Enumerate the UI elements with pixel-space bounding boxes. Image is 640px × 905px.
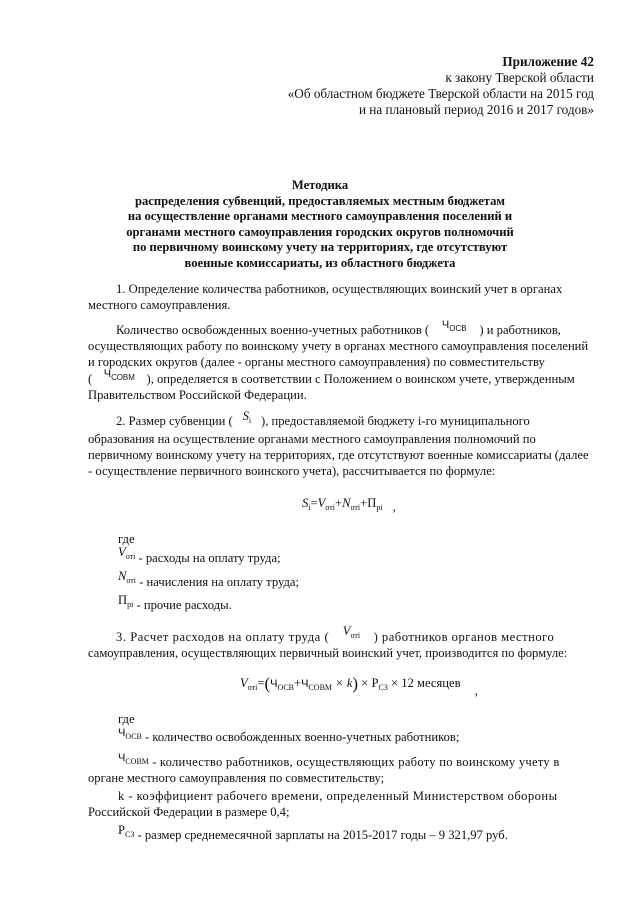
p3-line: образования на осуществление органами местного самоуправления полномочий по — [88, 432, 536, 446]
f2-eq: = — [257, 676, 265, 690]
formula-v-sub: отi — [325, 503, 335, 512]
def-r-sub: СЗ — [125, 830, 135, 839]
p3-line: первичному воинскому учету на территориях, где отсутствуют военные комиссариаты (далее — [88, 448, 589, 462]
f2-v-sub: отi — [247, 683, 258, 692]
title-line: военные комиссариаты, из областного бюджета — [184, 255, 456, 270]
formula-s-sub: i — [308, 503, 311, 512]
ch-osv-sub: ОСВ — [449, 324, 467, 333]
p4-text: 3. Расчет расходов на оплату труда ( — [116, 630, 330, 644]
appendix-line: и на плановый период 2016 и 2017 годов» — [358, 102, 594, 117]
def-p-text: - прочие расходы. — [136, 598, 232, 612]
formula-subvention — [302, 496, 396, 512]
where-label: где — [118, 532, 135, 546]
f2-ch1-sub: ОСВ — [277, 683, 294, 692]
s-i-symbol: $S_i$ — [242, 409, 252, 425]
formula-p-sub: рi — [376, 503, 383, 512]
p1-line: местного самоуправления. — [88, 298, 231, 312]
def-ch-sovm-text: - количество работников, осуществляющих работу по воинскому учету в — [152, 755, 560, 769]
v-oti-symbol: $V_{отi}$ — [342, 624, 361, 640]
f2-r-sub: СЗ — [378, 683, 388, 692]
appendix-line: к закону Тверской области — [445, 70, 594, 85]
f2-comma: , — [474, 684, 478, 698]
p3-text: 2. Размер субвенции ( — [116, 414, 233, 428]
def-n — [118, 569, 299, 595]
f2-paren-close: ) — [352, 674, 359, 693]
def-v-sub: отi — [125, 552, 136, 561]
def-k-cont: Российской Федерации в размере 0,4; — [88, 805, 290, 819]
p2-text: ), определяется в соответствии с Положением о воинском учете, утвержденным — [146, 372, 575, 386]
p2-text: ( — [88, 372, 93, 386]
def-ch-sovm-symbol: Ч — [118, 752, 126, 764]
formula-salary — [240, 674, 478, 698]
f2-paren-open: ( — [264, 674, 271, 693]
formula-n-sub: отi — [350, 503, 361, 512]
def-ch-sovm-cont: органе местного самоуправления по совместительству; — [88, 771, 385, 785]
formula-s: S — [302, 496, 309, 510]
def-p-symbol: П — [118, 593, 128, 607]
formula-p: П — [367, 496, 377, 510]
def-r-symbol: Р — [118, 823, 126, 837]
formula-v: V — [317, 496, 326, 510]
def-v-symbol: V — [118, 545, 126, 559]
v-oti-sub: отi — [350, 631, 361, 640]
formula-plus: + — [360, 496, 368, 510]
title-line: на осуществление органами местного самоуправления поселений и — [127, 209, 513, 224]
def-ch-osv — [118, 727, 460, 750]
ch-sovm-sub: СОВМ — [111, 373, 135, 382]
formula-eq: = — [310, 496, 318, 510]
ch-sovm-symbol: $Ч_{СОВМ}$ — [103, 368, 135, 382]
def-v — [118, 545, 281, 571]
def-n-sub: отi — [126, 576, 137, 585]
appendix-number: Приложение 42 — [502, 54, 594, 69]
f2-plus: + — [294, 676, 302, 690]
def-k: k - коэффициент рабочего времени, определенный Министерством обороны — [118, 789, 558, 803]
f2-ch2: Ч — [301, 678, 309, 690]
ch-osv-symbol: $Ч_{ОСВ}$ — [441, 319, 467, 333]
f2-times-12: × 12 месяцев — [391, 676, 461, 690]
def-v-text: - расходы на оплату труда; — [138, 551, 281, 565]
p3-line — [116, 409, 530, 434]
def-ch-sovm-sub: СОВМ — [125, 757, 149, 766]
appendix-header — [288, 54, 594, 118]
def-ch-osv-symbol: Ч — [118, 727, 126, 739]
f2-times: × — [361, 676, 369, 690]
p2-line: Правительством Российской Федерации. — [88, 388, 307, 402]
f2-r: Р — [371, 676, 379, 690]
formula-plus: + — [334, 496, 343, 510]
p1-line: 1. Определение количества работников, осуществляющих воинский учет в органах — [116, 282, 563, 296]
formula-n: N — [342, 496, 351, 510]
title-line: органами местного самоуправления городских округов полномочий — [126, 224, 514, 239]
def-r-text: - размер среднемесячной зарплаты на 2015-2017 годы – 9 321,97 руб. — [137, 828, 508, 842]
p2-text: ) и работников, — [479, 323, 561, 337]
def-ch-osv-sub: ОСВ — [125, 732, 142, 741]
p3-line: - осуществление первичного воинского учета), рассчитывается по формуле: — [88, 464, 496, 478]
document-title — [60, 178, 580, 272]
f2-ch1: Ч — [270, 678, 278, 690]
p2-text: Количество освобожденных военно-учетных работников ( — [116, 323, 430, 337]
p2-line: и городских округов (далее - органы местного самоуправления) по совместительству — [88, 355, 545, 369]
f2-ch2-sub: СОВМ — [308, 683, 333, 692]
p3-text: ), предоставляемой бюджету i-го муниципального — [261, 414, 530, 428]
s-i-sub: i — [248, 416, 252, 425]
where-label: где — [118, 712, 135, 726]
title-line: по первичному воинскому учету на территориях, где отсутствуют — [132, 240, 508, 255]
formula-comma: , — [392, 500, 396, 514]
f2-times-k: × k — [335, 676, 353, 690]
title-line: распределения субвенций, предоставляемых местным бюджетам — [134, 193, 506, 208]
def-p — [118, 593, 232, 618]
def-r — [118, 823, 508, 848]
def-n-symbol: N — [118, 569, 127, 583]
p4-line: самоуправления, осуществляющих первичный воинский учет, производится по формуле: — [88, 646, 568, 660]
p2-line: осуществляющих работу по воинскому учету в органах местного самоуправления поселений — [88, 339, 589, 353]
p4-text: ) работников органов местного — [373, 630, 555, 644]
title-line: Методика — [291, 178, 349, 192]
f2-v: V — [240, 676, 248, 690]
def-n-text: - начисления на оплату труда; — [139, 575, 299, 589]
appendix-line: «Об областном бюджете Тверской области на 2015 год — [287, 86, 594, 101]
def-ch-osv-text: - количество освобожденных военно-учетных работников; — [145, 730, 460, 744]
def-p-sub: рi — [127, 600, 134, 609]
